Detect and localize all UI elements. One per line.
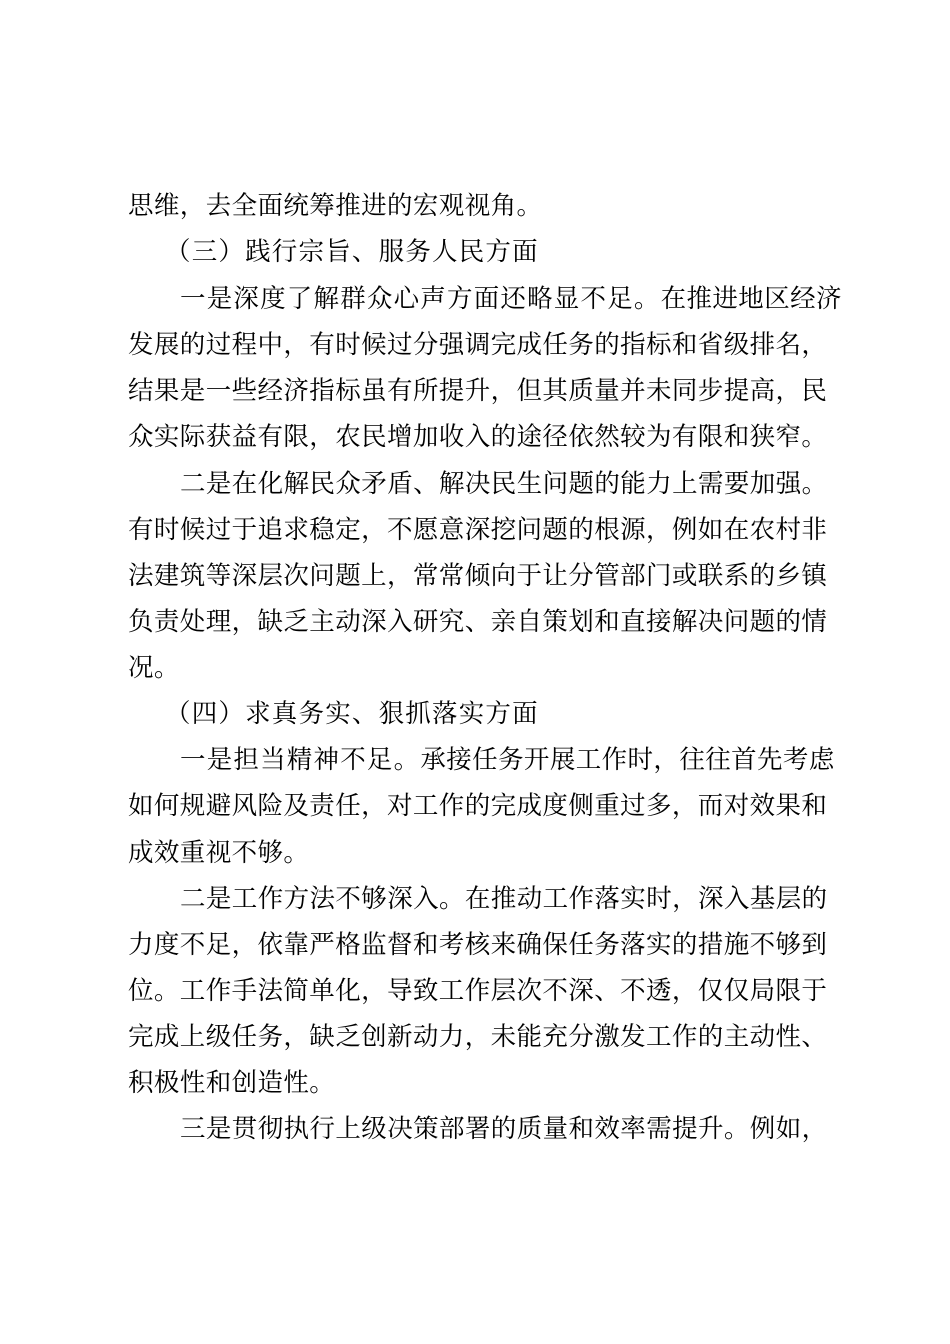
paragraph-line: 众实际获益有限，农民增加收入的途径依然较为有限和狭窄。: [128, 422, 828, 452]
paragraph-lead: 一是深度了解群众心声方面还略显不足。: [180, 284, 661, 314]
paragraph-line: 如何规避风险及责任，对工作的完成度侧重过多，而对效果和: [128, 791, 828, 821]
paragraph-line: 三是贯彻执行上级决策部署的质量和效率需提升。例如，: [180, 1114, 828, 1144]
paragraph-line: 结果是一些经济指标虽有所提升，但其质量并未同步提高，民: [128, 376, 828, 406]
paragraph-line: 完成上级任务，缺乏创新动力，未能充分激发工作的主动性、: [128, 1022, 828, 1052]
paragraph-line: 力度不足，依靠严格监督和考核来确保任务落实的措施不够到: [128, 930, 828, 960]
paragraph-lead: 一是担当精神不足。: [180, 745, 421, 775]
paragraph-line: 负责处理，缺乏主动深入研究、亲自策划和直接解决问题的情: [128, 607, 828, 637]
paragraph-line: 位。工作手法简单化，导致工作层次不深、不透，仅仅局限于: [128, 976, 828, 1006]
paragraph-line: [180, 737, 835, 783]
paragraph-line: 二是工作方法不够深入。在推动工作落实时，深入基层的: [180, 884, 828, 914]
section-heading-4: （四）求真务实、狠抓落实方面: [165, 699, 539, 729]
paragraph-line: 有时候过于追求稳定，不愿意深挖问题的根源，例如在农村非: [128, 515, 828, 545]
paragraph-line: 发展的过程中，有时候过分强调完成任务的指标和省级排名，: [128, 330, 828, 360]
paragraph-line: 思维，去全面统筹推进的宏观视角。: [128, 191, 543, 221]
paragraph-text: 承接任务开展工作时，往往首先考虑: [420, 745, 835, 775]
paragraph-line: 法建筑等深层次问题上，常常倾向于让分管部门或联系的乡镇: [128, 561, 828, 591]
paragraph-line: 积极性和创造性。: [128, 1068, 336, 1098]
paragraph-text: 在推进地区经济: [660, 284, 842, 314]
paragraph-line: 况。: [128, 653, 180, 683]
paragraph-line: [180, 276, 842, 322]
paragraph-line: 二是在化解民众矛盾、解决民生问题的能力上需要加强。: [180, 469, 828, 499]
section-heading-3: （三）践行宗旨、服务人民方面: [165, 237, 539, 267]
paragraph-line: 成效重视不够。: [128, 838, 310, 868]
